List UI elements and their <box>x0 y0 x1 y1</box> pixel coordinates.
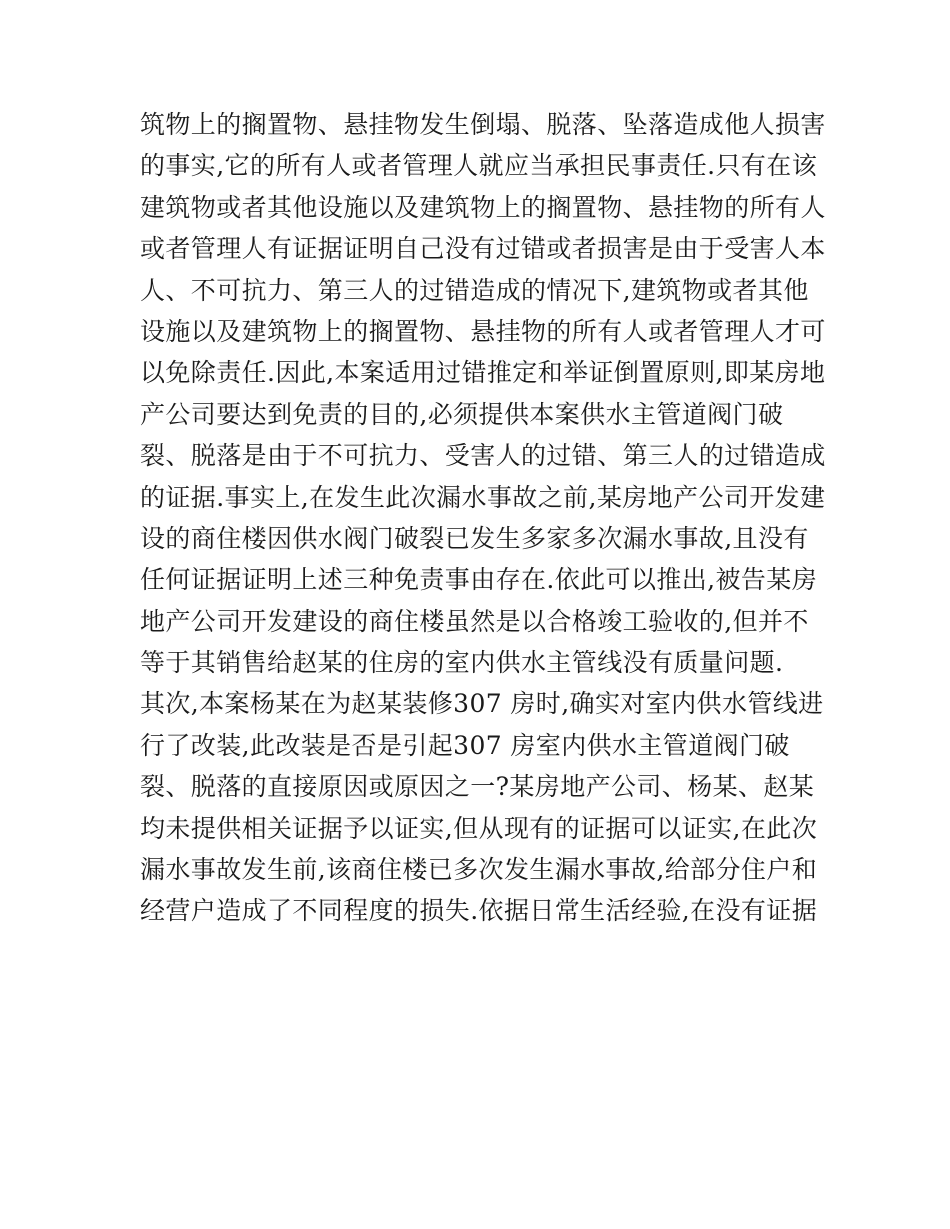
text-line: 其次,本案杨某在为赵某装修307 房时,确实对室内供水管线进 <box>140 689 824 719</box>
text-line: 裂、脱落是由于不可抗力、受害人的过错、第三人的过错造成 <box>140 441 826 471</box>
text-line: 人、不可抗力、第三人的过错造成的情况下,建筑物或者其他 <box>140 275 809 305</box>
text-line: 等于其销售给赵某的住房的室内供水主管线没有质量问题. <box>140 648 784 678</box>
text-line: 设施以及建筑物上的搁置物、悬挂物的所有人或者管理人才可 <box>140 316 826 346</box>
text-line: 行了改装,此改装是否是引起307 房室内供水主管道阀门破 <box>140 730 790 760</box>
text-line: 漏水事故发生前,该商住楼已多次发生漏水事故,给部分住户和 <box>140 855 818 885</box>
text-line: 设的商住楼因供水阀门破裂已发生多家多次漏水事故,且没有 <box>140 523 809 553</box>
body-text <box>140 104 826 932</box>
text-line: 的事实,它的所有人或者管理人就应当承担民事责任.只有在该 <box>140 151 818 181</box>
text-line: 以免除责任.因此,本案适用过错推定和举证倒置原则,即某房地 <box>140 358 826 388</box>
text-line: 裂、脱落的直接原因或原因之一?某房地产公司、杨某、赵某 <box>140 772 815 802</box>
text-line: 建筑物或者其他设施以及建筑物上的搁置物、悬挂物的所有人 <box>140 192 826 222</box>
text-line: 地产公司开发建设的商住楼虽然是以合格竣工验收的,但并不 <box>140 606 809 636</box>
text-line: 的证据.事实上,在发生此次漏水事故之前,某房地产公司开发建 <box>140 482 826 512</box>
text-line: 产公司要达到免责的目的,必须提供本案供水主管道阀门破 <box>140 399 784 429</box>
text-line: 任何证据证明上述三种免责事由存在.依此可以推出,被告某房 <box>140 565 818 595</box>
text-line: 均未提供相关证据予以证实,但从现有的证据可以证实,在此次 <box>140 813 818 843</box>
text-line: 筑物上的搁置物、悬挂物发生倒塌、脱落、坠落造成他人损害 <box>140 110 826 139</box>
text-line: 或者管理人有证据证明自己没有过错或者损害是由于受害人本 <box>140 234 826 264</box>
text-line: 经营户造成了不同程度的损失.依据日常生活经验,在没有证据 <box>140 896 818 926</box>
